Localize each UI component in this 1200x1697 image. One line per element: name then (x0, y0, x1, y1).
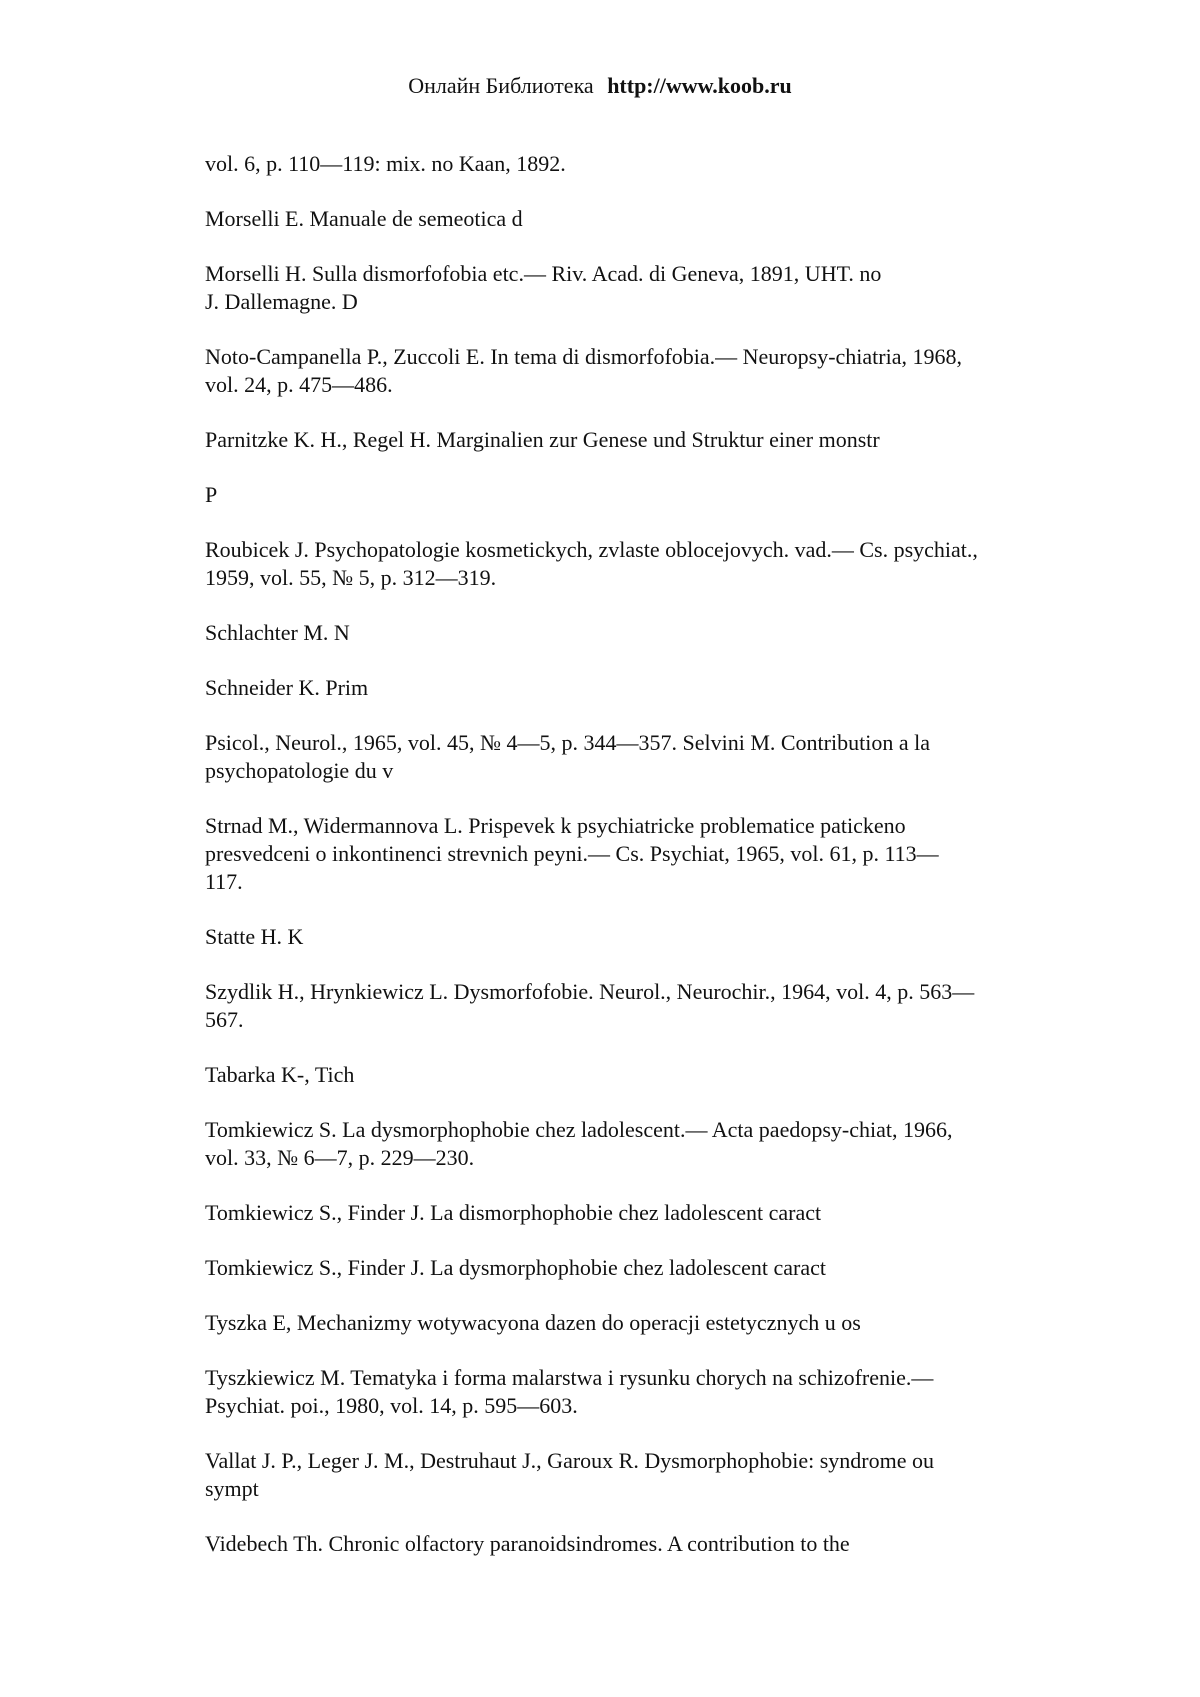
entry-line: Statte H. K (205, 924, 304, 949)
entry-line: Psychiat. poi., 1980, vol. 14, p. 595—603. (205, 1393, 578, 1418)
entry-line: psychopatologie du v (205, 758, 394, 783)
bibliography-entry (205, 205, 1065, 233)
bibliography-entry (205, 1061, 1065, 1089)
bibliography-entry (205, 729, 1065, 785)
site-url[interactable]: http://www.koob.ru (607, 73, 792, 98)
bibliography-entry (205, 150, 1065, 178)
entry-line: vol. 24, p. 475—486. (205, 372, 393, 397)
entry-line: Tomkiewicz S., Finder J. La dismorphophobie chez ladolescent caract (205, 1200, 822, 1225)
entry-line: Schlachter M. N (205, 620, 350, 645)
bibliography-entry (205, 260, 1065, 316)
page-header (0, 72, 1200, 100)
bibliography-entry (205, 1364, 1065, 1420)
bibliography-entry (205, 619, 1065, 647)
bibliography-entry (205, 978, 1065, 1034)
bibliography-entry (205, 1254, 1065, 1282)
bibliography-entry (205, 536, 1065, 592)
bibliography-entry (205, 343, 1065, 399)
entry-line: sympt (205, 1476, 259, 1501)
entry-line: Tyszka E, Mechanizmy wotywacyona dazen do operacji estetycznych u os (205, 1310, 861, 1335)
entry-line: Parnitzke K. H., Regel H. Marginalien zur Genese und Struktur einer monstr (205, 427, 880, 452)
entry-line: Tyszkiewicz M. Tematyka i forma malarstwa i rysunku chorych na schizofrenie.— (205, 1365, 934, 1390)
bibliography-entry (205, 1309, 1065, 1337)
library-name: Онлайн Библиотека (408, 73, 594, 98)
entry-line: Tomkiewicz S. La dysmorphophobie chez ladolescent.— Acta paedopsy-chiat, 1966, (205, 1117, 953, 1142)
entry-line: 567. (205, 1007, 244, 1032)
bibliography-entry (205, 1530, 1065, 1558)
entry-line: Schneider K. Prim (205, 675, 369, 700)
bibliography-entry (205, 481, 1065, 509)
entry-line: Noto-Campanella P., Zuccoli E. In tema di dismorfofobia.— Neuropsy-chiatria, 1968, (205, 344, 962, 369)
entry-line: 117. (205, 869, 243, 894)
bibliography-entry (205, 674, 1065, 702)
entry-line: vol. 6, p. 110—119: mix. no Kaan, 1892. (205, 151, 566, 176)
entry-line: vol. 33, № 6—7, p. 229—230. (205, 1145, 475, 1170)
bibliography-entry (205, 1447, 1065, 1503)
entry-line: Tomkiewicz S., Finder J. La dysmorphophobie chez ladolescent caract (205, 1255, 826, 1280)
entry-line: Psicol., Neurol., 1965, vol. 45, № 4—5, p. 344—357. Selvini M. Contribution a la (205, 730, 930, 755)
bibliography-entry (205, 923, 1065, 951)
entry-line: Strnad M., Widermannova L. Prispevek k psychiatricke problematice patickeno (205, 813, 906, 838)
entry-line: P (205, 482, 218, 507)
entry-line: Morselli H. Sulla dismorfofobia etc.— Riv. Acad. di Geneva, 1891, UHT. no (205, 261, 882, 286)
entry-line: 1959, vol. 55, № 5, p. 312—319. (205, 565, 497, 590)
bibliography-list (205, 150, 1065, 1585)
entry-line: Roubicek J. Psychopatologie kosmetickych, zvlaste oblocejovych. vad.— Cs. psychiat., (205, 537, 978, 562)
bibliography-entry (205, 1116, 1065, 1172)
entry-line: presvedceni o inkontinenci strevnich peyni.— Cs. Psychiat, 1965, vol. 61, p. 113— (205, 841, 939, 866)
entry-line: Videbech Th. Chronic olfactory paranoidsindromes. A contribution to the (205, 1531, 850, 1556)
entry-line: Morselli E. Manuale de semeotica d (205, 206, 523, 231)
entry-line: Vallat J. P., Leger J. M., Destruhaut J., Garoux R. Dysmorphophobie: syndrome ou (205, 1448, 934, 1473)
bibliography-entry (205, 426, 1065, 454)
bibliography-entry (205, 1199, 1065, 1227)
entry-line: J. Dallemagne. D (205, 289, 358, 314)
bibliography-entry (205, 812, 1065, 896)
entry-line: Tabarka K-, Tich (205, 1062, 355, 1087)
entry-line: Szydlik H., Hrynkiewicz L. Dysmorfofobie. Neurol., Neurochir., 1964, vol. 4, p. 563— (205, 979, 975, 1004)
